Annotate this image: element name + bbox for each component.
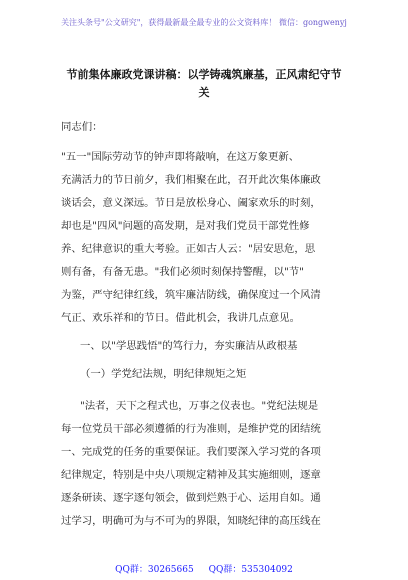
- para2-line: 逐条研读、逐字逐句领会，做到烂熟于心、运用自如。通: [61, 492, 321, 504]
- para2-line: 纪律规定，特别是中央八项规定精神及其实施细则，逐章: [61, 469, 321, 481]
- footer: [0, 562, 408, 575]
- footer-qq-group-2: QQ群：535304092: [208, 565, 293, 575]
- document-title: [40, 66, 368, 102]
- title-line-1: 节前集体廉政党课讲稿：以学铸魂筑廉基，正风肃纪守节: [66, 68, 342, 81]
- para1-line: 为鉴，严守纪律红线，筑牢廉洁防线，确保度过一个风清: [61, 289, 321, 301]
- title-line-2: 关: [198, 86, 210, 99]
- para1-line: "五一"国际劳动节的钟声即将敲响，在这万象更新、: [61, 151, 300, 163]
- para1-line: 气正、欢乐祥和的节日。借此机会，我讲几点意见。: [61, 312, 300, 324]
- para2-line: 一、完成党的任务的重要保证。我们要深入学习党的各项: [61, 446, 321, 458]
- para2-line: 每一位党员干部必须遵循的行为准则，是维护党的团结统: [61, 423, 321, 435]
- para1-line: 养、纪律意识的重大考验。正如古人云："居安思危，思: [61, 243, 316, 255]
- section-heading: 一、以"学思践悟"的笃行力，夯实廉洁从政根基: [80, 340, 298, 352]
- salutation: 同志们：: [61, 121, 103, 133]
- header-banner: 关注头条号"公文研究"，获得最新最全最专业的公文资料库！ 微信：gongwenyj: [61, 18, 347, 27]
- para1-line: 则有备，有备无患。"我们必须时刻保持警醒，以"节": [61, 266, 304, 278]
- para1-line: 充满活力的节日前夕，我们相聚在此，召开此次集体廉政: [61, 174, 321, 186]
- footer-qq-group-1: QQ群：30265665: [115, 565, 194, 575]
- subsection-heading: （一）学党纪法规，明纪律规矩之矩: [80, 368, 247, 380]
- para2-line: "法者，天下之程式也，万事之仪表也。"党纪法规是: [80, 400, 319, 412]
- para1-line: 谈话会，意义深远。节日是放松身心、阖家欢乐的时刻，: [61, 197, 321, 209]
- para1-line: 却也是"四风"问题的高发期，是对我们党员干部党性修: [61, 220, 310, 232]
- para2-line: 过学习，明确可为与不可为的界限，知晓纪律的高压线在: [61, 515, 321, 527]
